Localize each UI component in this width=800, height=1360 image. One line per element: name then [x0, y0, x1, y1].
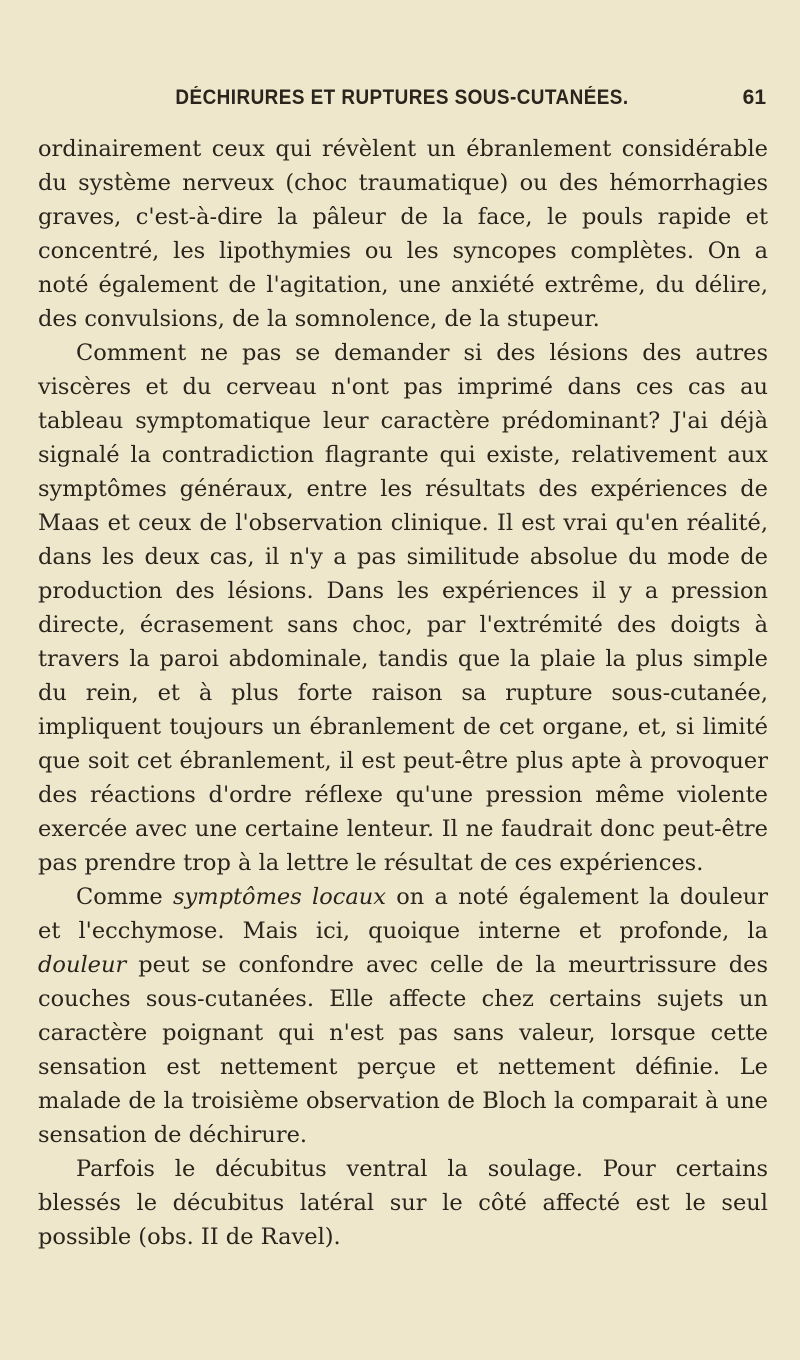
text-run: peut se confondre avec celle de la meurtrissure des couches sous-cutanées. Elle affecte chez certains sujets un caractère poignant qui n'est pas sans valeur, lorsque cette sensation est nettement perçue et nettement définie. Le malade de la troisième observation de Bloch la comparait à une sensation de déchirure.	[38, 952, 768, 1148]
running-title: DÉCHIRURES ET RUPTURES SOUS-CUTANÉES.	[175, 86, 629, 109]
paragraph-continuation: ordinairement ceux qui révèlent un ébranlement considérable du système nerveux (choc traumatique) ou des hémorrhagies graves, c'est-à-dire la pâleur de la face, le pouls rapide et concentré, les lipothymies ou les syncopes complètes. On a noté également de l'agitation, une anxiété extrême, du délire, des convulsions, de la somnolence, de la stupeur.	[38, 136, 768, 332]
paragraph-local-symptoms	[38, 880, 768, 1152]
text-run: Comme	[76, 884, 174, 910]
paragraph-viscera-question: Comment ne pas se demander si des lésions des autres viscères et du cerveau n'ont pas imprimé dans ces cas au tableau symptomatique leur caractère prédominant? J'ai déjà signalé la contradiction flagrante qui existe, relativement aux symptômes généraux, entre les résultats des expériences de Maas et ceux de l'observation clinique. Il est vrai qu'en réalité, dans les deux cas, il n'y a pas similitude absolue du mode de production des lésions. Dans les expériences il y a pression directe, écrasement sans choc, par l'extrémité des doigts à travers la paroi abdominale, tandis que la plaie la plus simple du rein, et à plus forte raison sa rupture sous-cutanée, impliquent toujours un ébranlement de cet organe, et, si limité que soit cet ébranlement, il est peut-être plus apte à provoquer des réactions d'ordre réflexe qu'une pression même violente exercée avec une certaine lenteur. Il ne faudrait donc peut-être pas prendre trop à la lettre le résultat de ces expériences.	[38, 340, 768, 876]
italic-term-local-symptoms: symptômes locaux	[173, 884, 386, 910]
body-text	[38, 132, 768, 1254]
running-header	[38, 86, 766, 116]
text-run: on a noté également la douleur et l'ecchymose. Mais ici, quoique interne et profonde, la	[38, 884, 769, 944]
italic-term-pain: douleur	[38, 952, 127, 978]
paragraph-decubitus: Parfois le décubitus ventral la soulage. Pour certains blessés le décubitus latéral sur le côté affecté est le seul possible (obs. II de Ravel).	[38, 1156, 768, 1250]
page-number: 61	[742, 86, 766, 109]
